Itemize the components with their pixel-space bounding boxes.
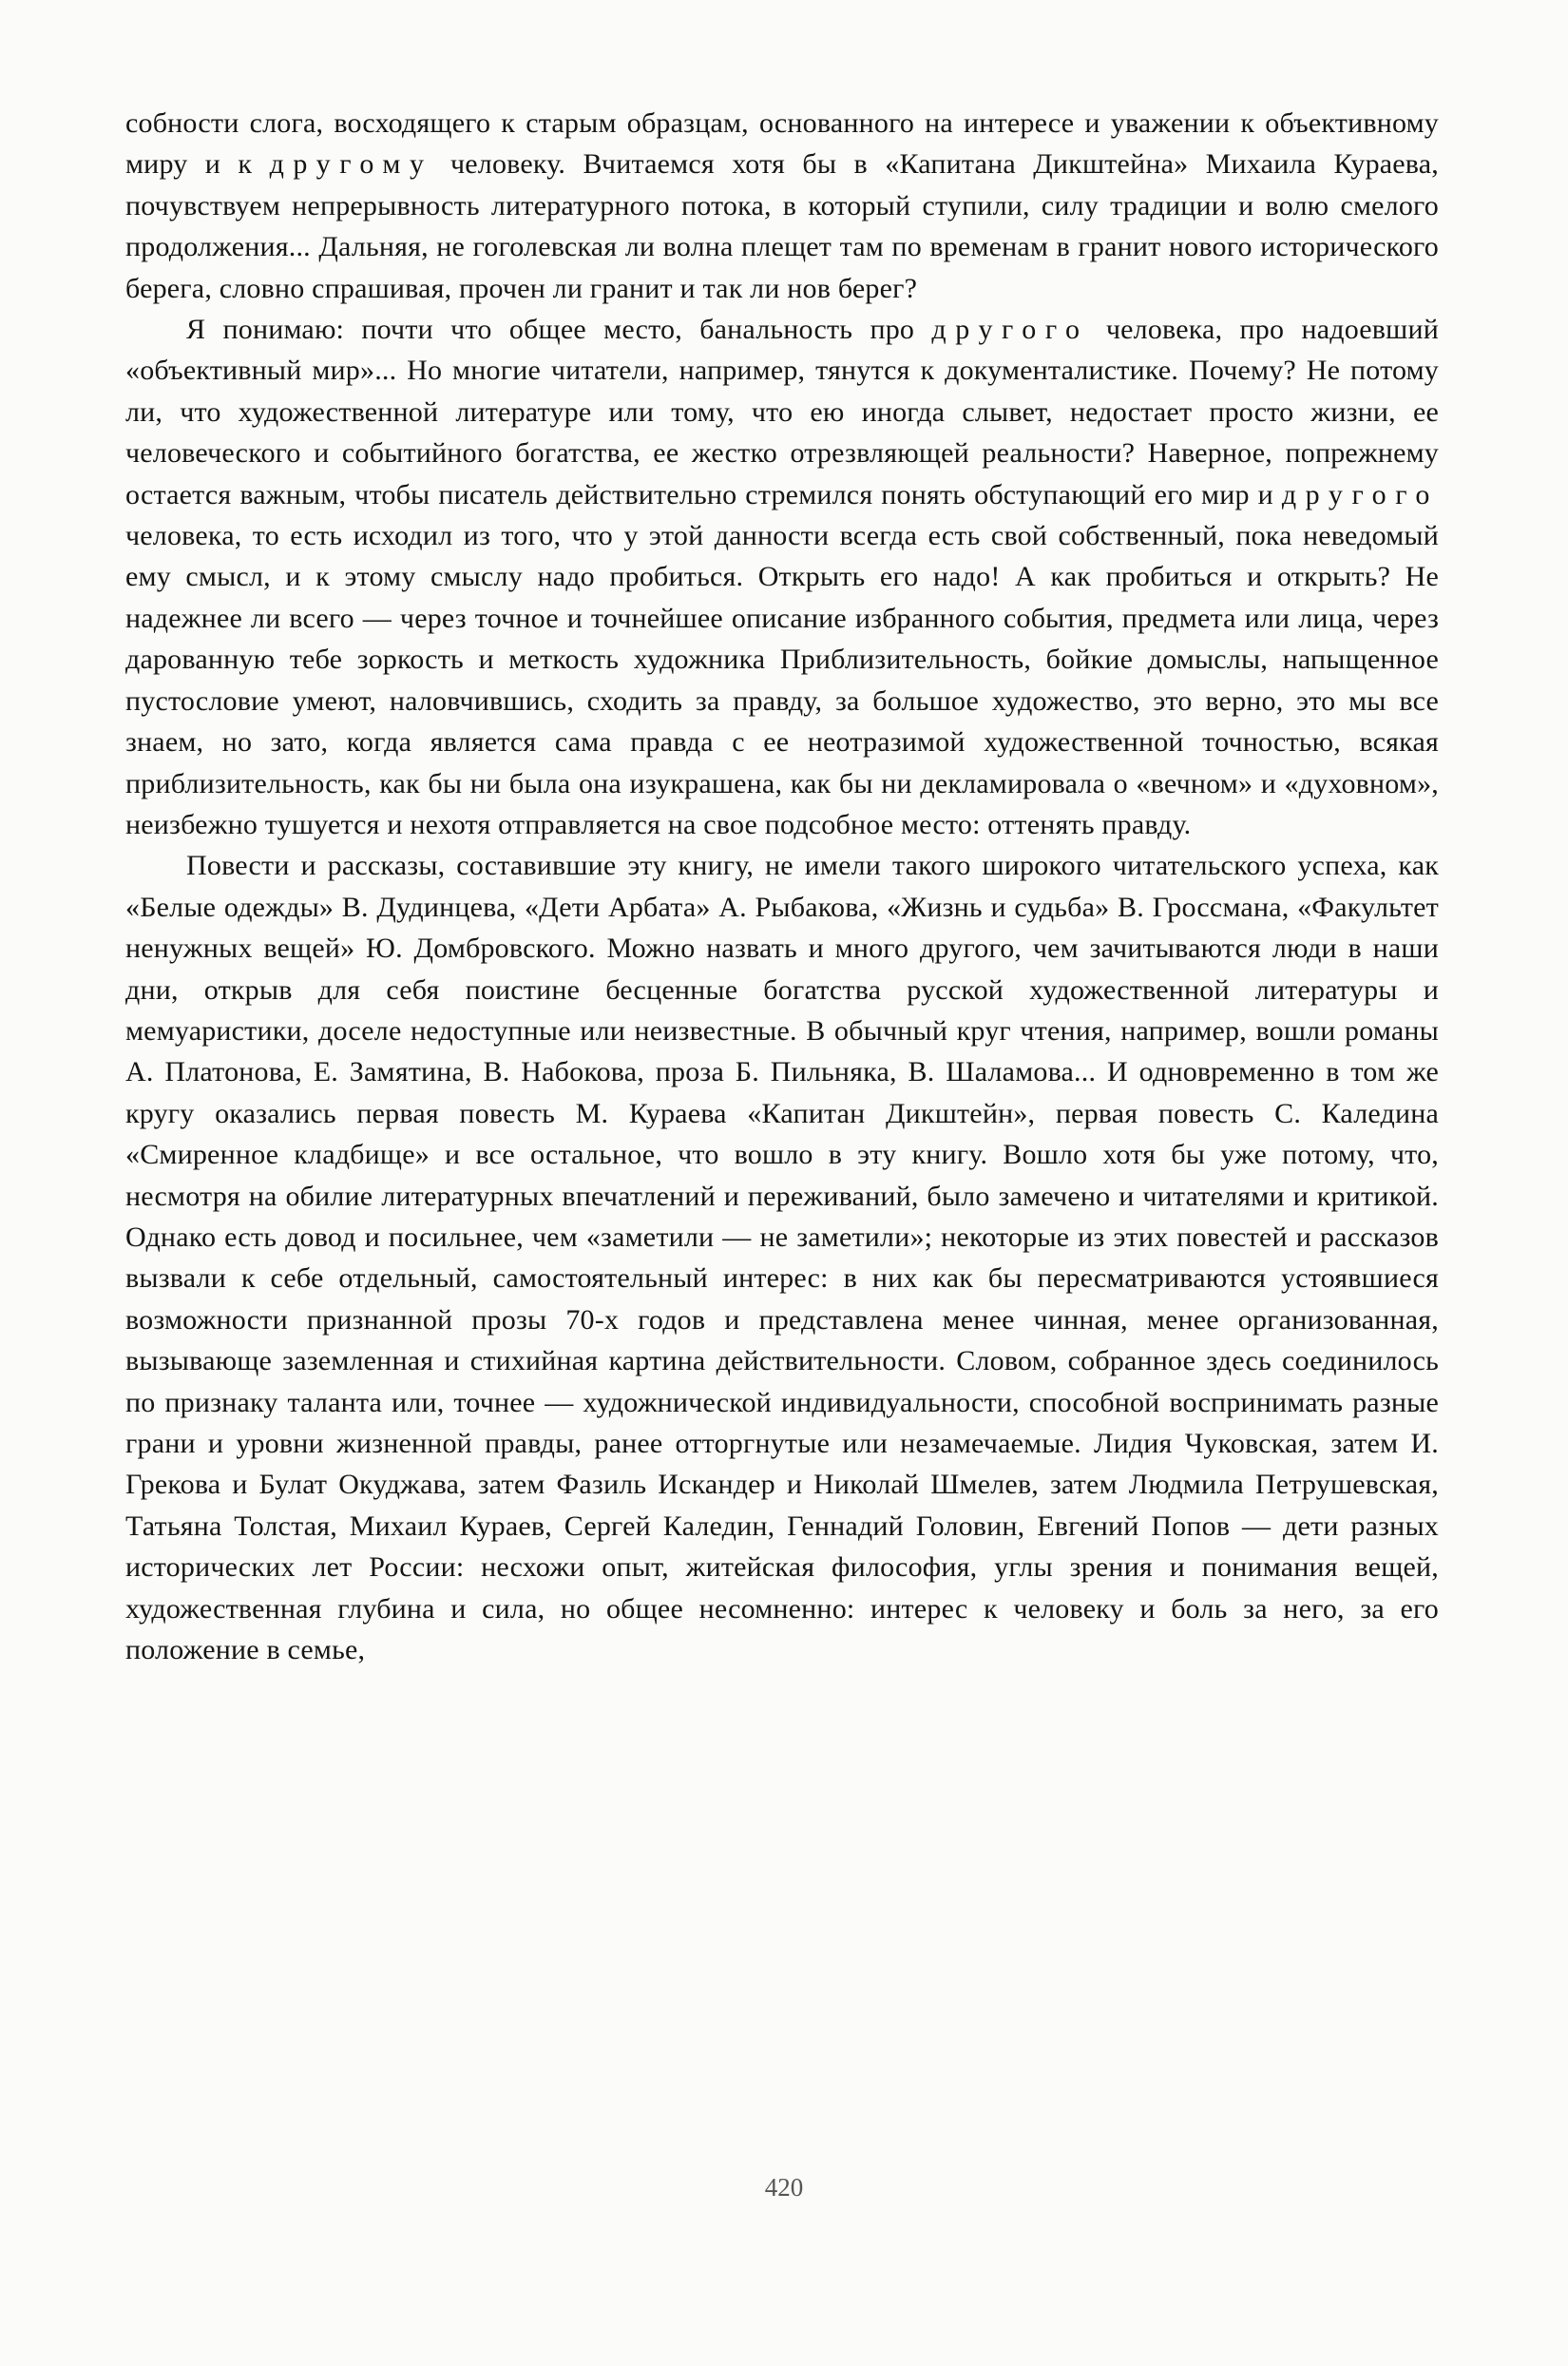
body-text — [125, 103, 1439, 1670]
paragraph-1 — [125, 103, 1439, 309]
page-number: 420 — [764, 2173, 804, 2202]
paragraph-2 — [125, 309, 1439, 845]
text-run: человека, то есть исходил из того, что у этой данности всегда есть свой собственный, пока неведомый ему смысл, и к этому смыслу надо пробиться. Открыть его надо! А как пробиться и открыть? Не надежнее ли всего — через точное и точнейшее описание избранного события, предмета или лица, через дарованную тебе зоркость и меткость художника Приблизительность, бойкие домыслы, напыщенное пустословие умеют, наловчившись, сходить за правду, за большое художество, это верно, это мы все знаем, но зато, когда является сама правда с ее неотразимой художественной точностью, всякая приблизительность, как бы ни была она изукрашена, как бы ни декламировала о «вечном» и «духовном», неизбежно тушуется и нехотя отправляется на свое подсобное место: оттенять правду. — [125, 520, 1439, 840]
spaced-emphasis: другого — [1281, 478, 1439, 510]
spaced-emphasis: другому — [269, 148, 433, 181]
text-run: человека, про надоевший «объективный мир»... Но многие читатели, например, тянутся к документалистике. Почему? Не потому ли, что художественной литературе или тому, что ею иногда слывет, недостает просто жизни, ее человеческого и событийного богатства, ее жестко отрезвляющей реальности? Наверное, попрежнему остается важным, чтобы писатель действительно стремился понять обступающий его мир и — [125, 314, 1439, 510]
paragraph-3 — [125, 845, 1439, 1670]
text-run: человеку. Вчитаемся хотя бы в «Капитана Дикштейна» Михаила Кураева, почувствуем непрерывность литературного потока, в который ступили, силу традиции и волю смелого продолжения... Дальняя, не гоголевская ли волна плещет там по временам в гранит нового исторического берега, словно спрашивая, прочен ли гранит и так ли нов берег? — [125, 148, 1439, 304]
spaced-emphasis: другого — [931, 314, 1089, 346]
text-run: Повести и рассказы, составившие эту книгу, не имели такого широкого читательского успеха, как «Белые одежды» В. Дудинцева, «Дети Арбата» А. Рыбакова, «Жизнь и судьба» В. Гроссмана, «Факультет ненужных вещей» Ю. Домбровского. Можно назвать и много другого, чем зачитываются люди в наши дни, открыв для себя поистине бесценные богатства русской художественной литературы и мемуаристики, доселе недоступные или неизвестные. В обычный круг чтения, например, вошли романы А. Платонова, Е. Замятина, В. Набокова, проза Б. Пильняка, В. Шаламова... И одновременно в том же кругу оказались первая повесть М. Кураева «Капитан Дикштейн», первая повесть С. Каледина «Смиренное кладбище» и все остальное, что вошло в эту книгу. Вошло хотя бы уже потому, что, несмотря на обилие литературных впечатлений и переживаний, было замечено и читателями и критикой. Однако есть довод и посильнее, чем «заметили — не заметили»; некоторые из этих повестей и рассказов вызвали к себе отдельный, самостоятельный интерес: в них как бы пересматриваются устоявшиеся возможности признанной прозы 70-х годов и представлена менее чинная, менее организованная, вызывающе заземленная и стихийная картина действительности. Словом, собранное здесь соединилось по признаку таланта или, точнее — художнической индивидуальности, способной воспринимать разные грани и уровни жизненной правды, ранее отторгнутые или незамечаемые. Лидия Чуковская, затем И. Грекова и Булат Окуджава, затем Фазиль Искандер и Николай Шмелев, затем Людмила Петрушевская, Татьяна Толстая, Михаил Кураев, Сергей Каледин, Геннадий Головин, Евгений Попов — дети разных исторических лет России: несхожи опыт, житейская философия, углы зрения и понимания вещей, художественная глубина и сила, но общее несомненно: интерес к человеку и боль за него, за его положение в семье, — [125, 850, 1439, 1666]
text-run: Я понимаю: почти что общее место, банальность про — [186, 314, 932, 346]
text-run: собности слога, восходящего к старым образцам, основанного на интересе и уважении к объективному миру и к — [125, 107, 1439, 181]
